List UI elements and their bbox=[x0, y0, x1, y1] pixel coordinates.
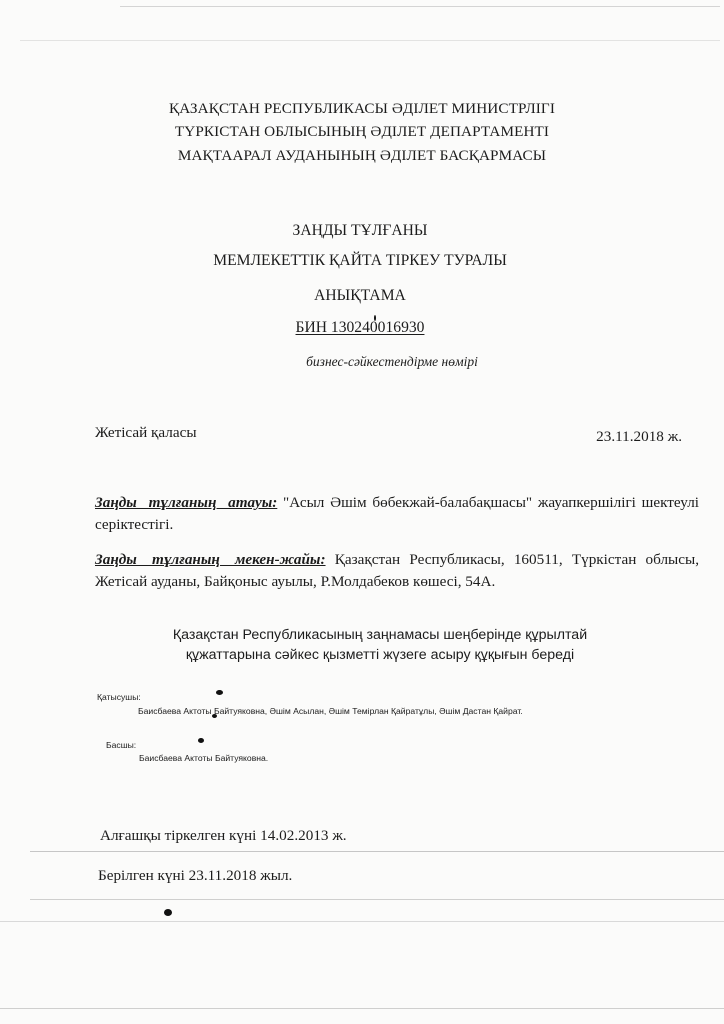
entity-name-block bbox=[95, 492, 699, 536]
entity-address-value: Қазақстан Республикасы, 160511, Түркістан облысы, Жетісай ауданы, Байқоныс ауылы, Р.Молдабеков көшесі, 54А. bbox=[95, 551, 699, 590]
scan-speck bbox=[198, 738, 204, 743]
entity-name-value: "Асыл Әшім бөбекжай-балабақшасы" жауапкершілігі шектеулі серіктестігі. bbox=[95, 494, 700, 533]
entity-name-label: Заңды тұлғаның атауы: bbox=[95, 494, 278, 511]
first-registered-date: Алғашқы тіркелген күні 14.02.2013 ж. bbox=[100, 827, 347, 844]
grant-statement bbox=[110, 625, 650, 665]
participants-label: Қатысушы: bbox=[97, 692, 141, 702]
head-value: Баисбаева Актоты Байтуяковна. bbox=[139, 753, 269, 763]
ministry-line-3: МАҚТААРАЛ АУДАНЫНЫҢ ӘДІЛЕТ БАСҚАРМАСЫ bbox=[177, 147, 547, 164]
scan-line-bottom-2 bbox=[30, 899, 724, 900]
title-line-2: МЕМЛЕКЕТТІК ҚАЙТА ТІРКЕУ ТУРАЛЫ bbox=[213, 252, 507, 269]
scan-line-bottom-3 bbox=[0, 921, 724, 922]
bin-number bbox=[0, 318, 722, 338]
grant-line-2: құжаттарына сәйкес қызметті жүзеге асыру құқығын береді bbox=[185, 647, 575, 663]
title-line-1: ЗАҢДЫ ТҰЛҒАНЫ bbox=[292, 222, 428, 239]
scan-line-bottom-1 bbox=[30, 851, 724, 852]
bin-value: БИН 130240016930 bbox=[295, 319, 425, 336]
ministry-line-1: ҚАЗАҚСТАН РЕСПУБЛИКАСЫ ӘДІЛЕТ МИНИСТРЛІГІ bbox=[169, 100, 555, 117]
scan-line-bottom-4 bbox=[0, 1008, 724, 1009]
title-line-3: АНЫҚТАМА bbox=[314, 287, 406, 304]
bin-caption: бизнес-сәйкестендірме нөмірі bbox=[306, 354, 478, 369]
issue-date: 23.11.2018 ж. bbox=[596, 428, 682, 445]
participants-value: Баисбаева Актоты Байтуяковна, Әшім Асылан, Әшім Темірлан Қайратұлы, Әшім Дастан Қайрат. bbox=[138, 706, 523, 716]
entity-address-label: Заңды тұлғаның мекен-жайы: bbox=[95, 551, 326, 568]
scan-line-top-2 bbox=[20, 40, 720, 41]
issue-place: Жетісай қаласы bbox=[95, 424, 197, 441]
scan-speck bbox=[216, 690, 223, 695]
ministry-line-2: ТҮРКІСТАН ОБЛЫСЫНЫҢ ӘДІЛЕТ ДЕПАРТАМЕНТІ bbox=[174, 123, 550, 140]
head-label: Басшы: bbox=[106, 740, 137, 750]
scan-speck bbox=[164, 909, 172, 916]
scan-line-top bbox=[120, 6, 720, 7]
grant-line-1: Қазақстан Республикасының заңнамасы шеңберінде құрылтай bbox=[172, 627, 588, 643]
issued-date: Берілген күні 23.11.2018 жыл. bbox=[98, 867, 293, 884]
entity-address-block bbox=[95, 549, 699, 593]
